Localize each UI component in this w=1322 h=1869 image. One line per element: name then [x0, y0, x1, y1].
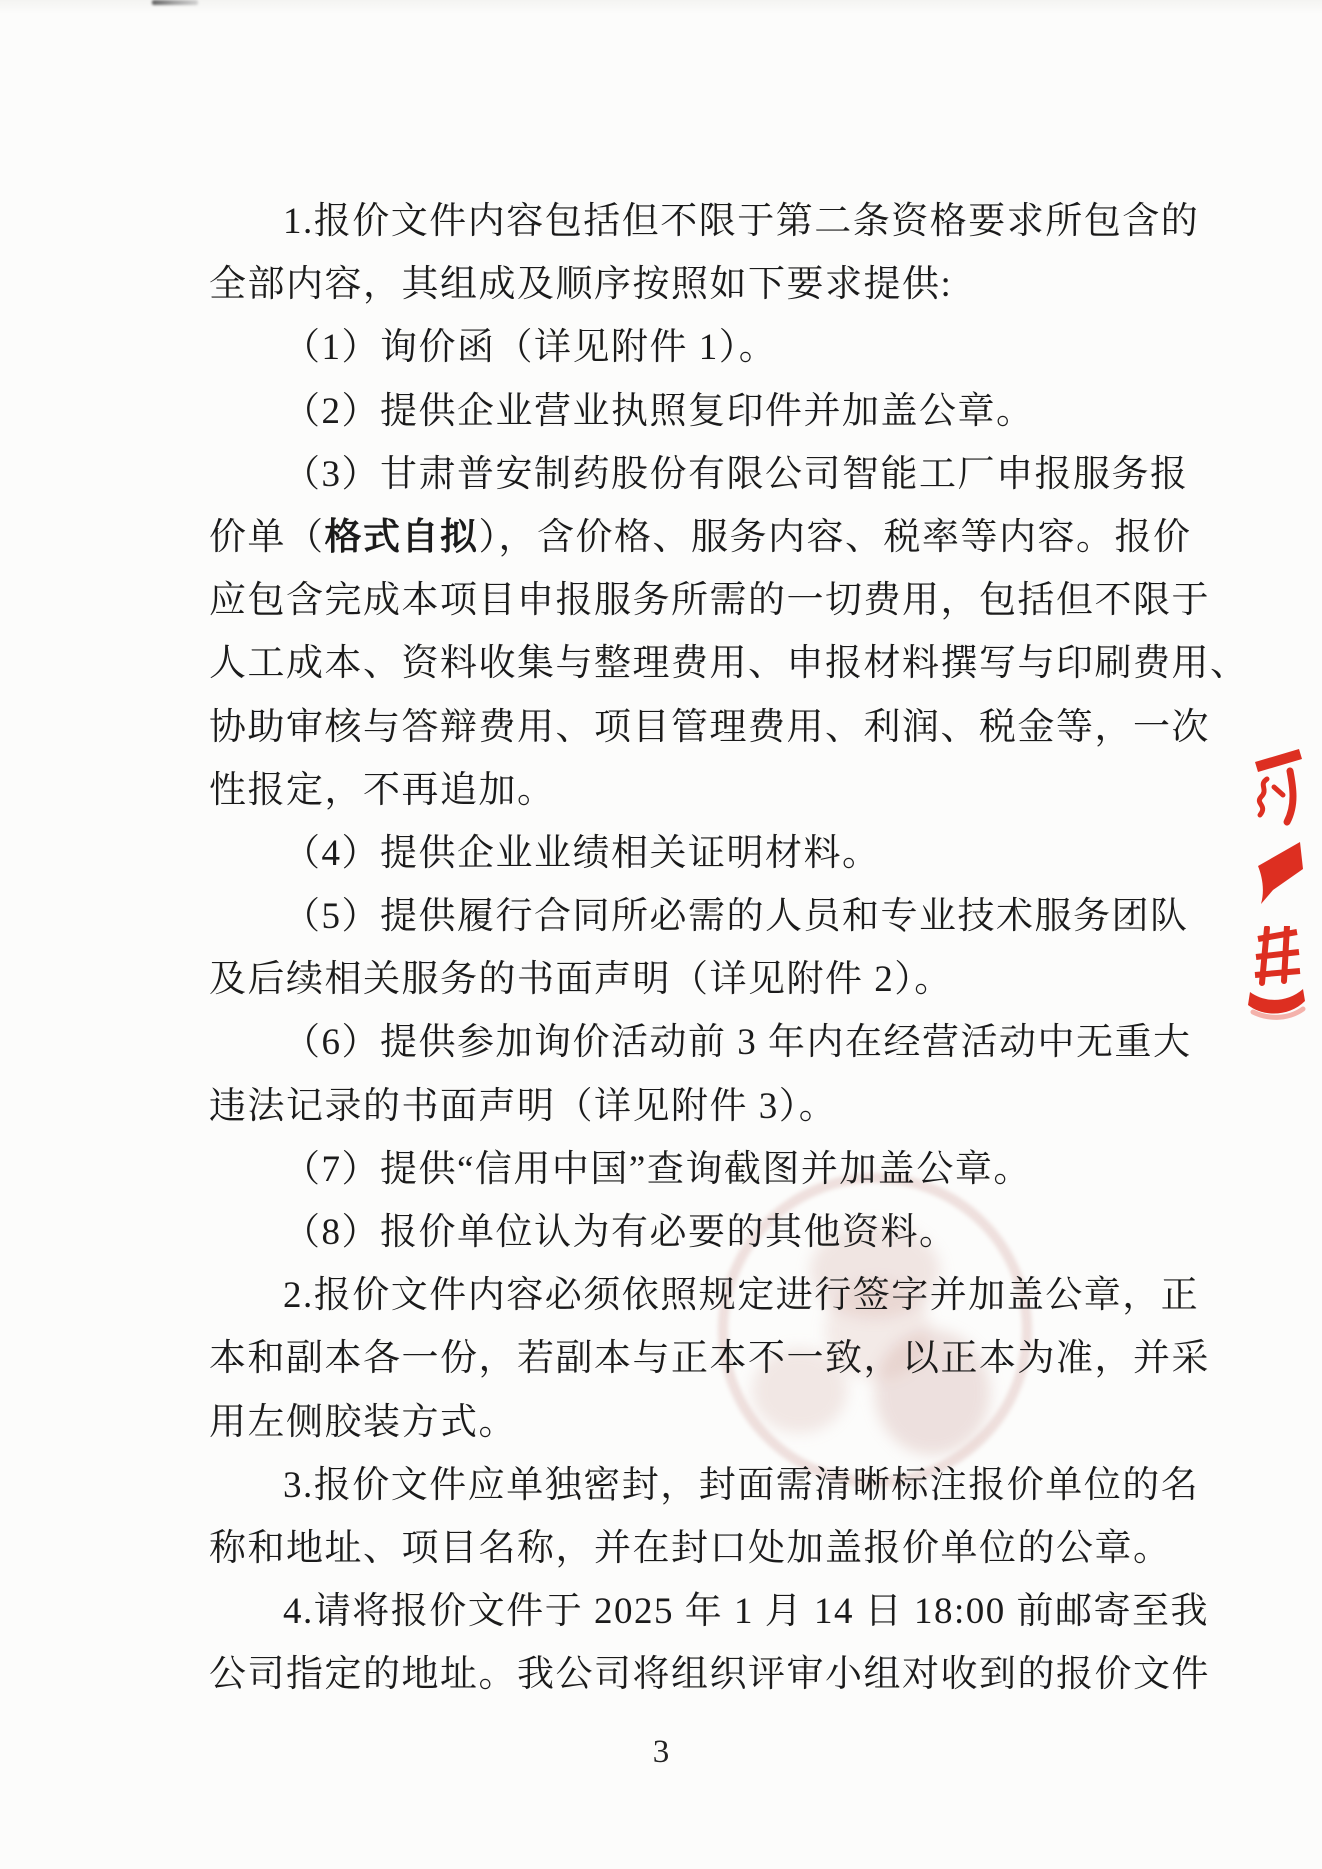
text-line	[209, 948, 1249, 1011]
text-line	[209, 1327, 1249, 1390]
text-segment: （7）提供“信用中国”查询截图并加盖公章。	[283, 1148, 1032, 1190]
text-segment: （3）甘肃普安制药股份有限公司智能工厂申报服务报	[283, 453, 1189, 495]
text-segment: （4）提供企业业绩相关证明材料。	[283, 832, 881, 874]
text-segment: 应包含完成本项目申报服务所需的一切费用，包括但不限于	[209, 580, 1210, 622]
text-line	[209, 1580, 1249, 1643]
text-line	[209, 1517, 1249, 1580]
red-seal-fragment-top	[1252, 746, 1306, 832]
text-line	[209, 1391, 1249, 1454]
text-segment: 公司指定的地址。我公司将组织评审小组对收到的报价文件	[209, 1654, 1210, 1696]
red-seal-fragment-middle	[1256, 842, 1306, 906]
text-segment: ），含价格、服务内容、税率等内容。报价	[478, 516, 1192, 558]
text-segment: 4.请将报价文件于 2025 年 1 月 14 日 18:00 前邮寄至我	[283, 1591, 1210, 1633]
text-segment: 人工成本、资料收集与整理费用、申报材料撰写与印刷费用、	[209, 643, 1249, 685]
text-segment: 称和地址、项目名称，并在封口处加盖报价单位的公章。	[209, 1527, 1172, 1569]
red-seal-fragment-bottom	[1248, 926, 1306, 1024]
text-segment: （6）提供参加询价活动前 3 年内在经营活动中无重大	[283, 1022, 1192, 1064]
text-segment: （1）询价函（详见附件 1）。	[283, 327, 778, 369]
text-segment: 及后续相关服务的书面声明（详见附件 2）。	[209, 959, 953, 1001]
text-line	[209, 190, 1249, 253]
document-body	[209, 190, 1249, 1707]
text-line	[209, 759, 1249, 822]
text-segment: 性报定，不再追加。	[209, 769, 556, 811]
text-line	[209, 316, 1249, 379]
text-line	[209, 1201, 1249, 1264]
text-segment: （2）提供企业营业执照复印件并加盖公章。	[283, 390, 1035, 432]
text-segment: 1.报价文件内容包括但不限于第二条资格要求所包含的	[283, 201, 1200, 242]
text-line	[209, 1454, 1249, 1517]
text-line	[209, 443, 1249, 506]
text-segment: 本和副本各一份，若副本与正本不一致，以正本为准，并采	[209, 1338, 1210, 1380]
text-line	[209, 253, 1249, 316]
emphasized-text: 格式自拟	[324, 516, 479, 558]
page-number: 3	[652, 1734, 670, 1770]
text-line	[209, 380, 1249, 443]
text-segment: 2.报价文件内容必须依照规定进行签字并加盖公章，正	[283, 1275, 1200, 1317]
text-line	[209, 1075, 1249, 1138]
text-segment: 3.报价文件应单独密封，封面需清晰标注报价单位的名	[283, 1464, 1200, 1506]
text-segment: 用左侧胶装方式。	[209, 1401, 517, 1443]
text-line	[209, 1264, 1249, 1327]
text-line	[209, 822, 1249, 885]
text-segment: （5）提供履行合同所必需的人员和专业技术服务团队	[283, 896, 1189, 938]
text-line	[209, 506, 1249, 569]
text-segment: （8）报价单位认为有必要的其他资料。	[283, 1212, 958, 1253]
text-segment: 违法记录的书面声明（详见附件 3）。	[209, 1085, 838, 1127]
text-line	[209, 1643, 1249, 1706]
text-segment: 全部内容，其组成及顺序按照如下要求提供:	[209, 264, 953, 306]
text-segment: 协助审核与答辩费用、项目管理费用、利润、税金等，一次	[209, 706, 1210, 748]
text-line	[209, 885, 1249, 948]
text-line	[209, 1138, 1249, 1201]
text-line	[209, 1011, 1249, 1074]
text-line	[209, 569, 1249, 632]
text-segment: 价单（	[209, 516, 325, 558]
text-line	[209, 696, 1249, 759]
text-line	[209, 632, 1249, 695]
scan-smudge	[152, 0, 198, 5]
